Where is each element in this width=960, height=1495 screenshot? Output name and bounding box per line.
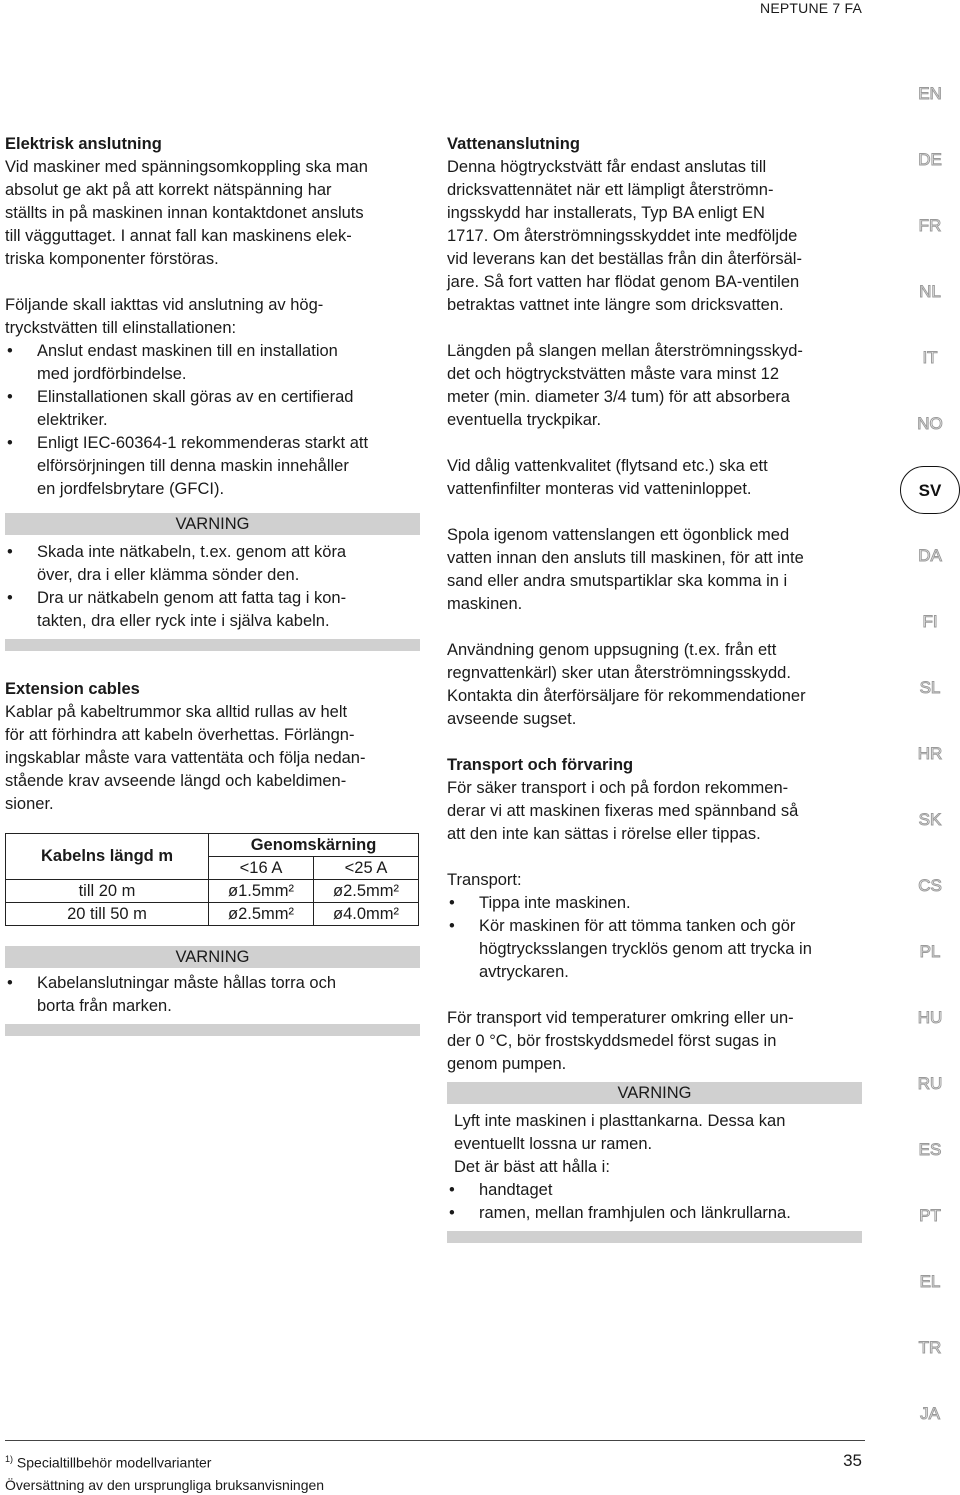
text-line: derar vi att maskinen fixeras med spännband så — [447, 802, 799, 820]
extension-paragraph — [5, 701, 425, 816]
language-tab-ja[interactable]: JA — [920, 1404, 940, 1423]
text-line: över, dra i eller klämma sönder den. — [37, 566, 300, 584]
list-item — [447, 892, 867, 915]
text-line: • Tippa inte maskinen. — [479, 894, 631, 912]
footer-divider — [5, 1440, 865, 1441]
warning-title: VARNING — [5, 946, 420, 968]
frost-paragraph — [447, 1007, 867, 1076]
list-item — [5, 340, 420, 386]
text-line: • Skada inte nätkabeln, t.ex. genom att köra — [37, 543, 347, 561]
installation-bullets — [5, 340, 420, 501]
language-tab-hu[interactable]: HU — [917, 1008, 943, 1027]
warning-bullets — [5, 541, 420, 633]
text-line: • handtaget — [479, 1181, 553, 1199]
text-line: betraktas vattnet inte längre som dricksvatten. — [447, 296, 784, 314]
text-line: Vid maskiner med spänningsomkoppling ska man — [5, 158, 368, 176]
warning-lifting-text — [447, 1110, 862, 1179]
installation-paragraph — [5, 294, 420, 340]
transport-paragraph — [447, 777, 867, 846]
text-line: Vid dålig vattenkvalitet (flytsand etc.) ska ett — [447, 457, 768, 475]
translation-note: Översättning av den ursprungliga bruksanvisningen — [5, 1477, 325, 1493]
table-cell: ø4.0mm² — [314, 903, 419, 926]
text-line: absolut ge akt på att korrekt nätspänning har — [5, 181, 332, 199]
electrical-paragraph — [5, 156, 420, 271]
document-header: NEPTUNE 7 FA — [760, 0, 862, 16]
text-line: elförsörjningen till denna maskin innehåller — [37, 457, 349, 475]
language-tab-sk[interactable]: SK — [918, 810, 942, 829]
text-line: Denna högtryckstvätt får endast anslutas till — [447, 158, 767, 176]
warning-end-bar — [5, 1024, 420, 1036]
language-tab-fr[interactable]: FR — [918, 216, 942, 235]
extension-cables-section — [5, 678, 425, 816]
text-line: Följande skall iakttas vid anslutning av hög- — [5, 296, 324, 314]
text-line: der 0 °C, bör frostskyddsmedel först sugas in — [447, 1032, 777, 1050]
table-cell: ø1.5mm² — [209, 880, 314, 903]
transport-label: Transport: — [447, 871, 522, 889]
table-subheader: <25 A — [314, 857, 419, 880]
text-line: • Elinstallationen skall göras av en certifierad — [37, 388, 354, 406]
text-line: ingskablar måste vara vattentäta och följa nedan- — [5, 749, 366, 767]
language-tab-el[interactable]: EL — [919, 1272, 941, 1291]
language-tab-cs[interactable]: CS — [918, 876, 942, 895]
language-tab-ru[interactable]: RU — [917, 1074, 943, 1093]
filter-paragraph — [447, 455, 867, 501]
warning-box-lifting — [447, 1082, 862, 1243]
table-cell: ø2.5mm² — [314, 880, 419, 903]
text-line: 1717. Om återströmningsskyddet inte medföljde — [447, 227, 798, 245]
text-line: en jordfelsbrytare (GFCI). — [37, 480, 225, 498]
footnote-text: Specialtillbehör modellvarianter — [16, 1454, 212, 1471]
text-line: meter (min. diameter 3/4 tum) för att absorbera — [447, 388, 790, 406]
language-tab-es[interactable]: ES — [918, 1140, 942, 1159]
text-line: för att förhindra att kabeln överhettas. Förlängn- — [5, 726, 355, 744]
text-line: triska komponenter förstöras. — [5, 250, 219, 268]
table-header-length: Kabelns längd m — [6, 834, 209, 880]
text-line: Kablar på kabeltrummor ska alltid rullas av helt — [5, 703, 348, 721]
text-line: ingsskydd har installerats, Typ BA enligt EN — [447, 204, 765, 222]
text-line: Längden på slangen mellan återströmningsskyd- — [447, 342, 803, 360]
text-line: Användning genom uppsugning (t.ex. från ett — [447, 641, 777, 659]
text-line: det och högtryckstvätten måste vara minst 12 — [447, 365, 779, 383]
flush-paragraph — [447, 524, 867, 616]
text-line: med jordförbindelse. — [37, 365, 187, 383]
warning-bullets — [447, 1179, 862, 1225]
text-line: • Kabelanslutningar måste hållas torra och — [37, 974, 337, 992]
list-item — [447, 915, 867, 984]
list-item — [5, 587, 420, 633]
language-tab-de[interactable]: DE — [918, 150, 942, 169]
text-line: • Enligt IEC-60364-1 rekommenderas starkt att — [37, 434, 369, 452]
footnote-mark: 1) — [5, 1454, 14, 1464]
text-line: att den inte kan sättas i rörelse eller tippas. — [447, 825, 761, 843]
text-line: eventuella tryckpikar. — [447, 411, 602, 429]
text-line: För säker transport i och på fordon rekommen- — [447, 779, 789, 797]
language-tab-pl[interactable]: PL — [919, 942, 941, 961]
transport-bullets — [447, 892, 867, 984]
text-line: sand eller andra smutspartiklar ska komma in i — [447, 572, 788, 590]
language-tab-nl[interactable]: NL — [919, 282, 941, 301]
table-row — [6, 903, 419, 926]
text-line: vattenfinfilter monteras vid vatteninloppet. — [447, 480, 752, 498]
text-line: Det är bäst att hålla i: — [454, 1158, 610, 1176]
text-line: tryckstvätten till elinstallationen: — [5, 319, 237, 337]
left-column — [5, 133, 420, 501]
text-line: avtryckaren. — [479, 963, 569, 981]
text-line: • Dra ur nätkabeln genom att fatta tag i kon- — [37, 589, 347, 607]
warning-title: VARNING — [447, 1082, 862, 1104]
text-line: elektriker. — [37, 411, 108, 429]
text-line: borta från marken. — [37, 997, 172, 1015]
warning-box-connections — [5, 946, 420, 1036]
text-line: till vägguttaget. I annat fall kan maskinens elek- — [5, 227, 352, 245]
language-tab-it[interactable]: IT — [922, 348, 938, 367]
text-line: • Kör maskinen för att tömma tanken och gör — [479, 917, 796, 935]
text-line: Kontakta din återförsäljare för rekommendationer — [447, 687, 806, 705]
section-heading-electrical: Elektrisk anslutning — [5, 135, 162, 153]
list-item — [5, 541, 420, 587]
text-line: eventuellt lossna ur ramen. — [454, 1135, 653, 1153]
text-line: jare. Så fort vatten har flödat genom BA-ventilen — [447, 273, 800, 291]
language-tab-en[interactable]: EN — [918, 84, 942, 103]
language-tab-sv[interactable]: SV — [900, 466, 960, 514]
language-tab-pt[interactable]: PT — [919, 1206, 941, 1225]
text-line: takten, dra eller ryck inte i själva kabeln. — [37, 612, 330, 630]
text-line: vatten innan den ansluts till maskinen, för att inte — [447, 549, 804, 567]
list-item — [447, 1202, 862, 1225]
hose-paragraph — [447, 340, 867, 432]
cable-table — [5, 833, 419, 926]
section-heading-extension: Extension cables — [5, 680, 140, 698]
list-item — [447, 1179, 862, 1202]
list-item — [5, 386, 420, 432]
list-item — [5, 972, 420, 1018]
language-tab-no[interactable]: NO — [917, 414, 943, 433]
table-header-crosssection: Genomskärning — [209, 834, 419, 857]
text-line: • Anslut endast maskinen till en installation — [37, 342, 338, 360]
text-line: ställts in på maskinen innan kontaktdonet ansluts — [5, 204, 364, 222]
language-tab-tr[interactable]: TR — [918, 1338, 942, 1357]
table-subheader: <16 A — [209, 857, 314, 880]
language-tab-hr[interactable]: HR — [917, 744, 943, 763]
language-tab-sl[interactable]: SL — [919, 678, 941, 697]
language-tab-fi[interactable]: FI — [922, 612, 938, 631]
section-heading-water: Vattenanslutning — [447, 135, 580, 153]
text-line: regnvattenkärl) sker utan återströmningsskydd. — [447, 664, 791, 682]
footnote — [5, 1454, 211, 1471]
table-cell: 20 till 50 m — [6, 903, 209, 926]
text-line: Lyft inte maskinen i plasttankarna. Dessa kan — [454, 1112, 786, 1130]
list-item — [5, 432, 420, 501]
text-line: vid leverans kan det beställas från din återförsäl- — [447, 250, 802, 268]
text-line: Spola igenom vattenslangen ett ögonblick med — [447, 526, 790, 544]
warning-end-bar — [447, 1231, 862, 1243]
text-line: högtrycksslangen trycklös genom att trycka in — [479, 940, 812, 958]
language-tab-da[interactable]: DA — [918, 546, 942, 565]
text-line: • ramen, mellan framhjulen och länkrullarna. — [479, 1204, 791, 1222]
section-heading-transport: Transport och förvaring — [447, 756, 634, 774]
text-line: stående krav avseende längd och kabeldimen- — [5, 772, 347, 790]
warning-title: VARNING — [5, 513, 420, 535]
warning-bullets — [5, 972, 420, 1018]
page-number: 35 — [843, 1451, 862, 1470]
table-cell: ø2.5mm² — [209, 903, 314, 926]
text-line: För transport vid temperaturer omkring eller un- — [447, 1009, 794, 1027]
text-line: sioner. — [5, 795, 54, 813]
warning-box-cable — [5, 513, 420, 651]
text-line: genom pumpen. — [447, 1055, 567, 1073]
right-column — [447, 133, 867, 1076]
warning-end-bar — [5, 639, 420, 651]
text-line: maskinen. — [447, 595, 523, 613]
table-row — [6, 880, 419, 903]
text-line: dricksvattennätet när ett lämpligt återströmn- — [447, 181, 774, 199]
table-cell: till 20 m — [6, 880, 209, 903]
water-paragraph — [447, 156, 867, 317]
suction-paragraph — [447, 639, 867, 731]
text-line: avseende sugset. — [447, 710, 577, 728]
